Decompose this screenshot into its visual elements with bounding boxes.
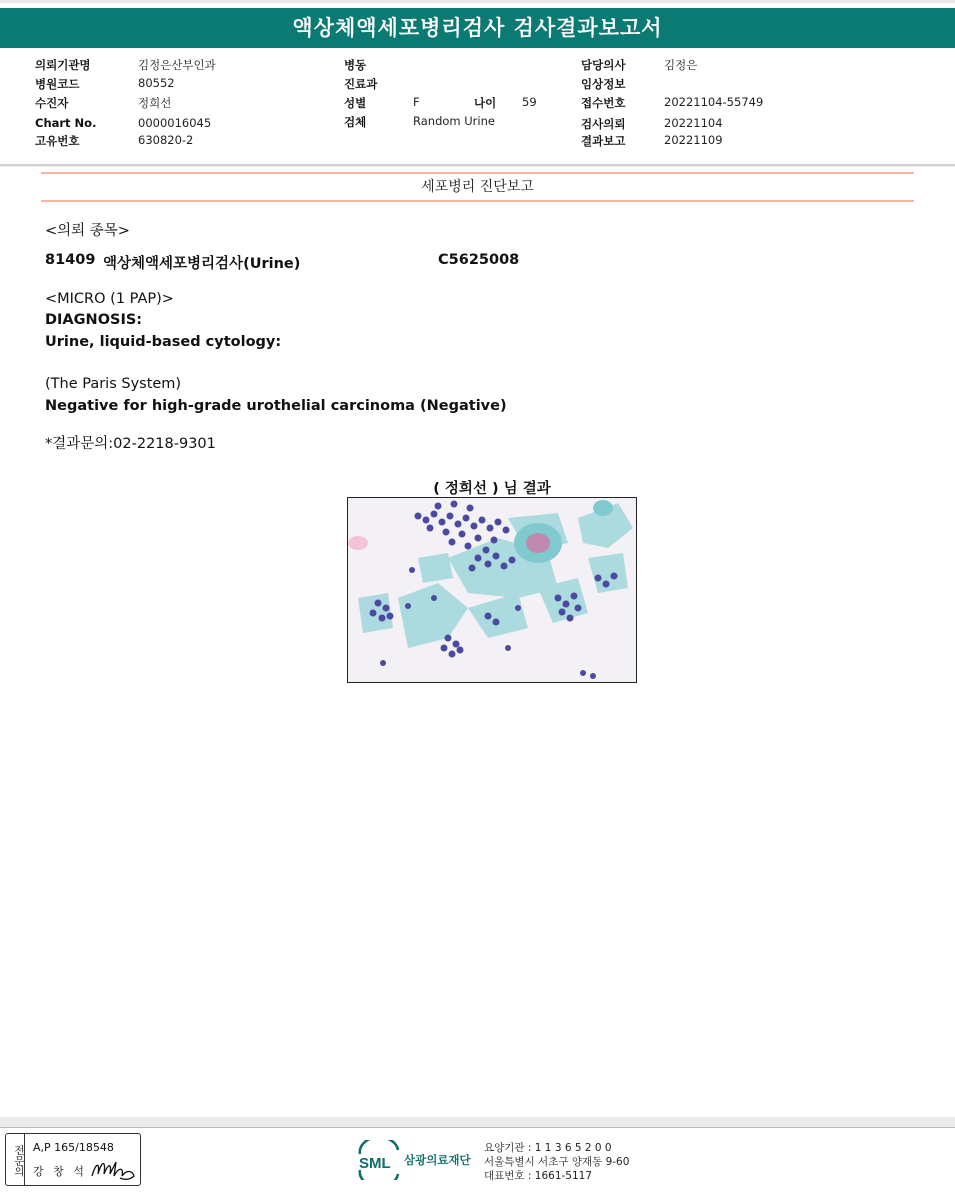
header-value: 80552 — [138, 76, 175, 90]
header-label: 검사의뢰 — [581, 117, 626, 131]
header-label: 담당의사 — [581, 58, 626, 72]
signature-box — [5, 1133, 141, 1186]
doctor-name: 강 창 석 — [33, 1165, 87, 1178]
specimen-line: Urine, liquid-based cytology: — [45, 334, 282, 350]
footer-info: 서울특별시 서초구 양재동 9-60 — [484, 1156, 630, 1168]
header-label: 임상정보 — [581, 77, 626, 91]
request-heading: <의뢰 종목> — [45, 223, 130, 239]
top-border — [0, 0, 955, 3]
header-label: 성별 — [344, 96, 367, 110]
header-value: Random Urine — [413, 114, 495, 128]
header-value: 정희선 — [138, 96, 172, 110]
system-line: (The Paris System) — [45, 376, 182, 392]
result-line: Negative for high-grade urothelial carcinoma (Negative) — [45, 398, 507, 414]
header-label: 진료과 — [344, 77, 378, 91]
report-title: 액상체액세포병리검사 검사결과보고서 — [0, 8, 955, 48]
header-value: 20221104 — [664, 116, 723, 130]
header-label: 고유번호 — [35, 134, 80, 148]
header-divider-shadow — [0, 166, 955, 167]
header-label: 검체 — [344, 115, 367, 129]
micro-heading: <MICRO (1 PAP)> — [45, 291, 174, 307]
banner-bottom-line — [41, 200, 914, 202]
contact-line: *결과문의:02-2218-9301 — [45, 436, 216, 452]
item-code: 81409 — [45, 252, 96, 268]
header-label: 병원코드 — [35, 77, 80, 91]
header-value: 20221104-55749 — [664, 95, 764, 109]
diagnosis-label: DIAGNOSIS: — [45, 312, 143, 328]
header-label: 병동 — [344, 58, 367, 72]
header-value: 630820-2 — [138, 133, 194, 147]
footer-bar — [0, 1117, 955, 1127]
header-label: 수진자 — [35, 96, 69, 110]
cytology-image — [347, 497, 637, 683]
header-label: 의뢰기관명 — [35, 58, 91, 72]
logo-mark: SML — [359, 1155, 391, 1172]
specialist-label: 전문의 — [6, 1134, 25, 1185]
item-name: 액상체액세포병리검사(Urine) — [103, 256, 301, 272]
header-value: 20221109 — [664, 133, 723, 147]
header-value: 김정은산부인과 — [138, 58, 216, 72]
section-title: 세포병리 진단보고 — [421, 179, 534, 195]
signature-icon — [90, 1156, 136, 1182]
ap-number: A,P 165/18548 — [33, 1141, 114, 1154]
photo-caption: ( 정희선 ) 님 결과 — [433, 481, 551, 497]
header-label: 나이 — [474, 96, 497, 110]
header-label: 접수번호 — [581, 96, 626, 110]
footer-info: 요양기관 : 1 1 3 6 5 2 0 0 — [484, 1142, 612, 1154]
header-value: 김정은 — [664, 58, 698, 72]
header-value: 59 — [522, 95, 537, 109]
footer-divider — [0, 1127, 955, 1128]
item-id: C5625008 — [438, 252, 520, 268]
footer-info: 대표번호 : 1661-5117 — [484, 1170, 593, 1182]
header-value: F — [413, 95, 420, 109]
header-label: 결과보고 — [581, 134, 626, 148]
org-name: 삼광의료재단 — [404, 1153, 471, 1167]
header-value: 0000016045 — [138, 116, 212, 130]
header-label: Chart No. — [35, 116, 97, 130]
